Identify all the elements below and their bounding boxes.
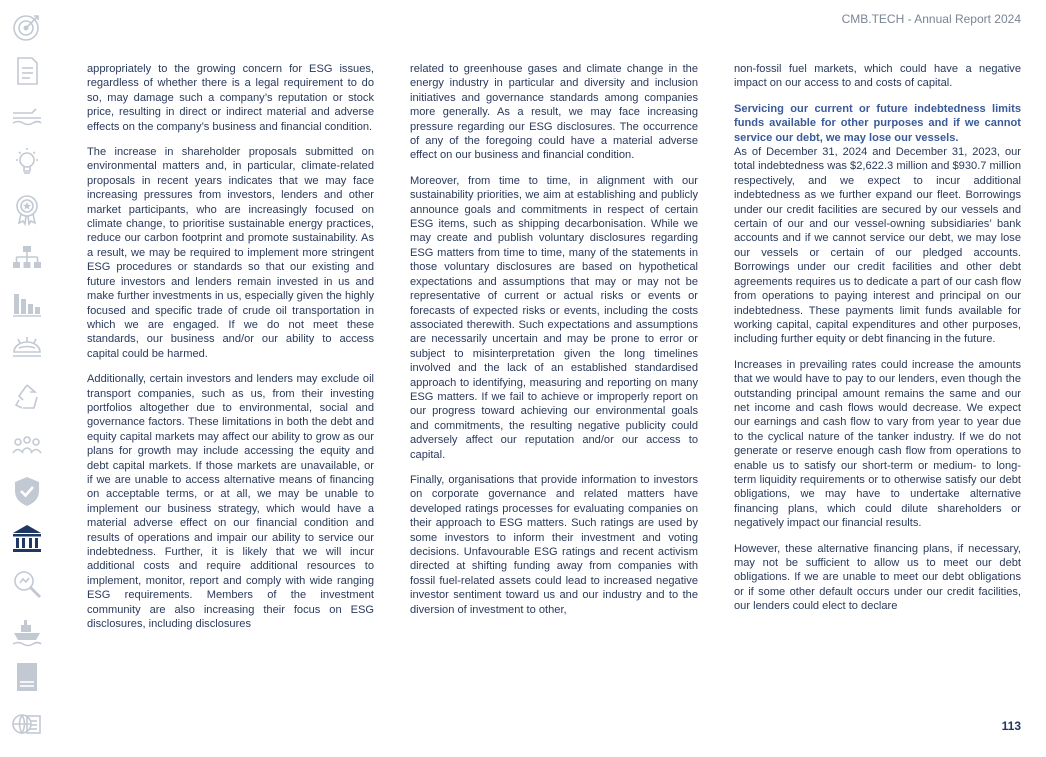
paragraph: Increases in prevailing rates could increase the amounts that we would have to pay to our lenders, even though the outstanding principal amount remains the same and our net income and cash flows would decrease. We expect our earnings and cash flow to vary from year to year due to the cyclical nature of the tanker industry. If we do not generate or reserve enough cash flow from operations to enable us to satisfy our short-term or medium- to long-term liquidity requirements or to otherwise satisfy our debt obligations, we may have to undertake alternative financing plans, which could dilute shareholders or negatively impact our financial results. (734, 358, 1021, 530)
document-icon[interactable] (10, 54, 44, 88)
shield-check-icon[interactable] (10, 474, 44, 508)
paragraph: However, these alternative financing plans, if necessary, may not be sufficient to allow us to meet our debt obligations. If we are unable to meet our debt obligations or if some other default occurs under our credit facilities, our lenders could elect to declare (734, 542, 1021, 613)
sidebar-nav (0, 0, 56, 757)
award-badge-icon[interactable] (10, 192, 44, 226)
org-chart-icon[interactable] (10, 240, 44, 274)
paragraph: non-fossil fuel markets, which could have a negative impact on our access to and costs of capital. (734, 63, 1021, 90)
people-icon[interactable] (10, 428, 44, 462)
paragraph: Moreover, from time to time, in alignment with our sustainability priorities, we aim at establishing and publicly announce goals and commitments in respect of certain ESG items, such as shipping decarbonisation. While we may create and publish voluntary disclosures regarding ESG matters from time to time, many of the statements in those voluntary disclosures are based on hypothetical expectations and assumptions that may or may not be representative of current or actual risks or events or forecasts of expected risks or events, including the costs associated therewith. Such expectations and assumptions are necessarily uncertain and may be prone to error or subject to misinterpretation given the long timelines involved and the lack of an established standardised approach to identifying, measuring and reporting on many ESG matters. If we fail to achieve or improperly report on our progress toward achieving our environmental goals and commitments, the resulting negative publicity could adversely affect our reputation and/or our access to capital. (410, 174, 698, 461)
paragraph: The increase in shareholder proposals submitted on environmental matters and, in particular, climate-related proposals in recent years indicates that we may face increasing pressures from investors, lenders and other market participants, who are increasingly focused on climate change, to prioritise sustainable energy practices, reduce our carbon footprint and promote sustainability. As a result, we may be required to implement more stringent ESG procedures or standards so that our existing and future investors and lenders remain invested in us and make further investments in us, especially given the highly focused and specific trade of crude oil transportation in which we are engaged. If we do not meet these standards, our business and/or our ability to access capital could be harmed. (87, 146, 374, 360)
section-heading: Servicing our current or future indebtedness limits funds available for other purposes and if we cannot service our debt, we may lose our vessels. (734, 102, 1021, 144)
paragraph: related to greenhouse gases and climate change in the energy industry in particular and diversity and inclusion initiatives and governance standards among companies more generally. As a result, we may face increasing pressure regarding our ESG disclosures. The occurrence of any of the foregoing could have a material adverse effect on our business and financial condition. (410, 63, 698, 162)
text-column-1 (87, 62, 374, 642)
bank-icon[interactable] (10, 522, 44, 556)
report-header: CMB.TECH - Annual Report 2024 (841, 12, 1021, 26)
page-number: 113 (1001, 719, 1021, 733)
bar-chart-icon[interactable] (10, 286, 44, 320)
svg-text:A-Z: A-Z (21, 670, 33, 677)
ship-icon[interactable] (10, 100, 44, 134)
paragraph: As of December 31, 2024 and December 31, 2023, our total indebtedness was $2,622.3 million and $930.7 million respectively, and we expect to incur additional indebtedness as we further expand our fleet. Borrowings under our credit facilities are secured by our vessels and certain of our and our vessel-owning subsidiaries’ bank accounts and if we cannot service our debt, we may lose our vessels or certain of our pledged accounts. Borrowings under our credit facilities and other debt agreements requires us to dedicate a part of our cash flow from operations to paying interest and principal on our indebtedness. These payments limit funds available for working capital, capital expenditures and other purposes, including further equity or debt financing in the future. (734, 146, 1021, 346)
lightbulb-icon[interactable] (10, 145, 44, 179)
target-icon[interactable] (10, 10, 44, 44)
globe-icon[interactable] (10, 332, 44, 366)
paragraph: Additionally, certain investors and lenders may exclude oil transport companies, such as us, from their investing portfolios altogether due to environmental, social and governance factors. These limitations in both the debt and equity capital markets may affect our ability to grow as our plans for growth may include accessing the equity and debt capital markets. If those markets are unavailable, or if we are unable to access alternative means of financing on acceptable terms, or at all, we may be unable to implement our business strategy, which would have a material adverse effect on our financial condition and results of operations and impair our ability to service our indebtedness. Further, it is likely that we will incur additional costs and require additional resources to implement, monitor, report and comply with wide ranging ESG requirements. Members of the investment community are also increasing their focus on ESG disclosures, including disclosures (87, 373, 374, 631)
recycle-icon[interactable] (10, 380, 44, 414)
tanker-icon[interactable] (10, 614, 44, 648)
paragraph: Finally, organisations that provide information to investors on corporate governance and related matters have developed ratings processes for evaluating companies on their approach to ESG matters. Such ratings are used by some investors to inform their investment and voting decisions. Unfavourable ESG ratings and recent activism directed at shifting funding away from companies with fossil fuel-related assets could lead to increased negative investor sentiment toward us and our industry and to the diversion of investment to other, (410, 473, 698, 616)
paragraph: appropriately to the growing concern for ESG issues, regardless of whether there is a legal requirement to do so, may damage such a company’s reputation or stock price, resulting in direct or indirect material and adverse effects on the company’s business and financial condition. (87, 63, 374, 133)
text-column-2 (410, 62, 698, 628)
glossary-book-icon[interactable] (10, 660, 44, 694)
text-column-3 (734, 62, 1021, 625)
world-document-icon[interactable] (10, 707, 44, 741)
magnifier-icon[interactable] (10, 567, 44, 601)
